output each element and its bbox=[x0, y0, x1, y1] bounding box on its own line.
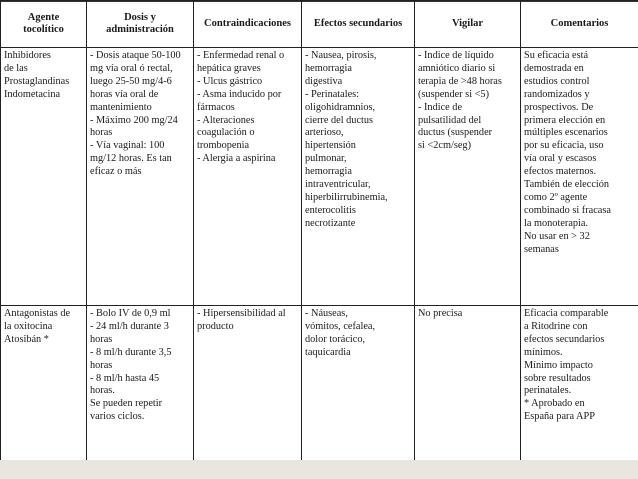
cell-text-line: la oxitocina bbox=[4, 320, 53, 332]
cell-text-line: cierre del ductus bbox=[305, 114, 374, 126]
cell-text-line: - Índice de líquido bbox=[418, 50, 494, 61]
cell-text-line: estudios control bbox=[524, 75, 590, 87]
cell-dosis bbox=[87, 306, 194, 461]
cell-text-line: Inhibidores bbox=[4, 50, 51, 61]
cell-efectos bbox=[302, 48, 415, 306]
table-row-indometacina bbox=[1, 48, 638, 306]
cell-text-line: hipertensión bbox=[305, 140, 356, 152]
cell-comentarios bbox=[521, 306, 638, 461]
cell-text-line: por su eficacia, uso bbox=[524, 140, 604, 152]
cell-text-line: - Dosis ataque 50-100 bbox=[90, 50, 181, 61]
cell-text-line: mínimos. bbox=[524, 346, 563, 358]
cell-text-line: - Alergia a aspirina bbox=[197, 153, 276, 165]
cell-text-line: terapia de >48 horas bbox=[418, 75, 502, 87]
cell-text-line: pulmonar, bbox=[305, 153, 347, 165]
cell-text-line: - Perinatales: bbox=[305, 88, 360, 100]
cell-text-line: efectos maternos. bbox=[524, 166, 597, 178]
cell-text-line: - 8 ml/h durante 3,5 bbox=[90, 346, 172, 358]
cell-text-line: mg vía oral ó rectal, bbox=[90, 62, 173, 74]
header-row bbox=[1, 1, 638, 48]
cell-text-line: Mínimo impacto bbox=[524, 359, 593, 371]
header-dosis: Dosis y administración bbox=[87, 1, 194, 48]
cell-text-line: Indometacina bbox=[4, 88, 61, 100]
cell-contraindicaciones bbox=[194, 48, 302, 306]
cell-text-line: sobre resultados bbox=[524, 372, 591, 384]
cell-text-line: También de elección bbox=[524, 179, 610, 191]
cell-agente bbox=[1, 306, 87, 461]
cell-text-line: hemorragia bbox=[305, 166, 352, 178]
cell-text-line: horas bbox=[90, 359, 113, 371]
cell-text-line: horas bbox=[90, 127, 113, 139]
cell-text-line: efectos secundarios bbox=[524, 333, 605, 345]
cell-text-line: - Ulcus gástrico bbox=[197, 75, 263, 87]
header-vigilar: Vigilar bbox=[415, 1, 521, 48]
cell-vigilar bbox=[415, 306, 521, 461]
cell-text-line: - Índice de bbox=[418, 101, 463, 113]
cell-text-line: perinatales. bbox=[524, 385, 572, 397]
cell-text-line: prospectivos. De bbox=[524, 101, 594, 113]
cell-text-line: oligohidramnios, bbox=[305, 101, 376, 113]
cell-text-line: arterioso, bbox=[305, 127, 344, 139]
cell-text-line: vía oral y escasos bbox=[524, 153, 597, 165]
cell-text-line: Eficacia comparable bbox=[524, 308, 609, 319]
cell-text-line: varios ciclos. bbox=[90, 411, 145, 423]
header-efectos: Efectos secundarios bbox=[302, 1, 415, 48]
cell-text-line: ductus (suspender bbox=[418, 127, 493, 139]
cell-text-line: - Vía vaginal: 100 bbox=[90, 140, 165, 152]
cell-text-line: coagulación o bbox=[197, 127, 255, 139]
cell-text-line: España para APP bbox=[524, 411, 595, 423]
cell-text-line: digestiva bbox=[305, 75, 343, 87]
cell-text-line: Antagonistas de bbox=[4, 308, 71, 319]
table-row-atosiban bbox=[1, 306, 638, 461]
cell-comentarios bbox=[521, 48, 638, 306]
cell-text-line: horas. bbox=[90, 385, 115, 397]
cell-text-line: eficaz o más bbox=[90, 166, 142, 178]
header-agente: Agente tocolítico bbox=[1, 1, 87, 48]
cell-text-line: producto bbox=[197, 320, 234, 332]
cell-text-line: * Aprobado en bbox=[524, 398, 585, 410]
cell-text-line: horas bbox=[90, 333, 113, 345]
cell-text-line: - Enfermedad renal o bbox=[197, 50, 285, 61]
cell-efectos bbox=[302, 306, 415, 461]
cell-text-line: como 2º agente bbox=[524, 191, 588, 203]
cell-text-line: hepática graves bbox=[197, 62, 261, 74]
cell-text-line: intraventricular, bbox=[305, 179, 371, 191]
cell-text-line: semanas bbox=[524, 243, 559, 255]
cell-text-line: Prostaglandinas bbox=[4, 75, 70, 87]
cell-text-line: pulsatilidad del bbox=[418, 114, 482, 126]
cell-text-line: taquicardia bbox=[305, 346, 351, 358]
cell-text-line: enterocolitis bbox=[305, 204, 356, 216]
cell-text-line: - Alteraciones bbox=[197, 114, 255, 126]
cell-text-line: - Nausea, pirosis, bbox=[305, 50, 377, 61]
cell-text-line: horas vía oral de bbox=[90, 88, 159, 100]
cell-text-line: amniótico diario si bbox=[418, 62, 496, 74]
cell-text-line: - Bolo IV de 0,9 ml bbox=[90, 308, 171, 319]
cell-text-line: No precisa bbox=[418, 308, 463, 319]
cell-text-line: fármacos bbox=[197, 101, 235, 113]
cell-text-line: hiperbilirrubinemia, bbox=[305, 191, 388, 203]
cell-dosis bbox=[87, 48, 194, 306]
cell-text-line: dolor torácico, bbox=[305, 333, 366, 345]
cell-text-line: hemorragia bbox=[305, 62, 352, 74]
cell-vigilar bbox=[415, 48, 521, 306]
cell-text-line: primera elección en bbox=[524, 114, 606, 126]
cell-text-line: a Ritodrine con bbox=[524, 320, 588, 332]
cell-text-line: vómitos, cefalea, bbox=[305, 320, 376, 332]
cell-text-line: - Hipersensibilidad al bbox=[197, 308, 286, 319]
footer-band bbox=[0, 460, 638, 479]
cell-text-line: si <2cm/seg) bbox=[418, 140, 471, 152]
cell-text-line: (suspender si <5) bbox=[418, 88, 490, 100]
cell-text-line: mantenimiento bbox=[90, 101, 152, 113]
cell-text-line: de las bbox=[4, 62, 28, 74]
cell-text-line: múltiples escenarios bbox=[524, 127, 608, 139]
cell-text-line: - Máximo 200 mg/24 bbox=[90, 114, 178, 126]
cell-text-line: - 8 ml/h hasta 45 bbox=[90, 372, 160, 384]
cell-text-line: randomizados y bbox=[524, 88, 590, 100]
cell-text-line: mg/12 horas. Es tan bbox=[90, 153, 172, 165]
cell-text-line: la monoterapia. bbox=[524, 217, 589, 229]
cell-agente bbox=[1, 48, 87, 306]
cell-text-line: Su eficacia está bbox=[524, 50, 589, 61]
cell-text-line: luego 25-50 mg/4-6 bbox=[90, 75, 172, 87]
cell-text-line: - 24 ml/h durante 3 bbox=[90, 320, 169, 332]
cell-text-line: Atosibán * bbox=[4, 333, 49, 345]
header-contraindicaciones: Contraindicaciones bbox=[194, 1, 302, 48]
cell-text-line: necrotizante bbox=[305, 217, 356, 229]
cell-text-line: trombopenia bbox=[197, 140, 250, 152]
header-comentarios: Comentarios bbox=[521, 1, 638, 48]
cell-text-line: combinado si fracasa bbox=[524, 204, 611, 216]
cell-text-line: - Náuseas, bbox=[305, 308, 348, 319]
cell-text-line: - Asma inducido por bbox=[197, 88, 282, 100]
cell-contraindicaciones bbox=[194, 306, 302, 461]
cell-text-line: demostrada en bbox=[524, 62, 584, 74]
cell-text-line: Se pueden repetir bbox=[90, 398, 163, 410]
cell-text-line: No usar en > 32 bbox=[524, 230, 590, 242]
